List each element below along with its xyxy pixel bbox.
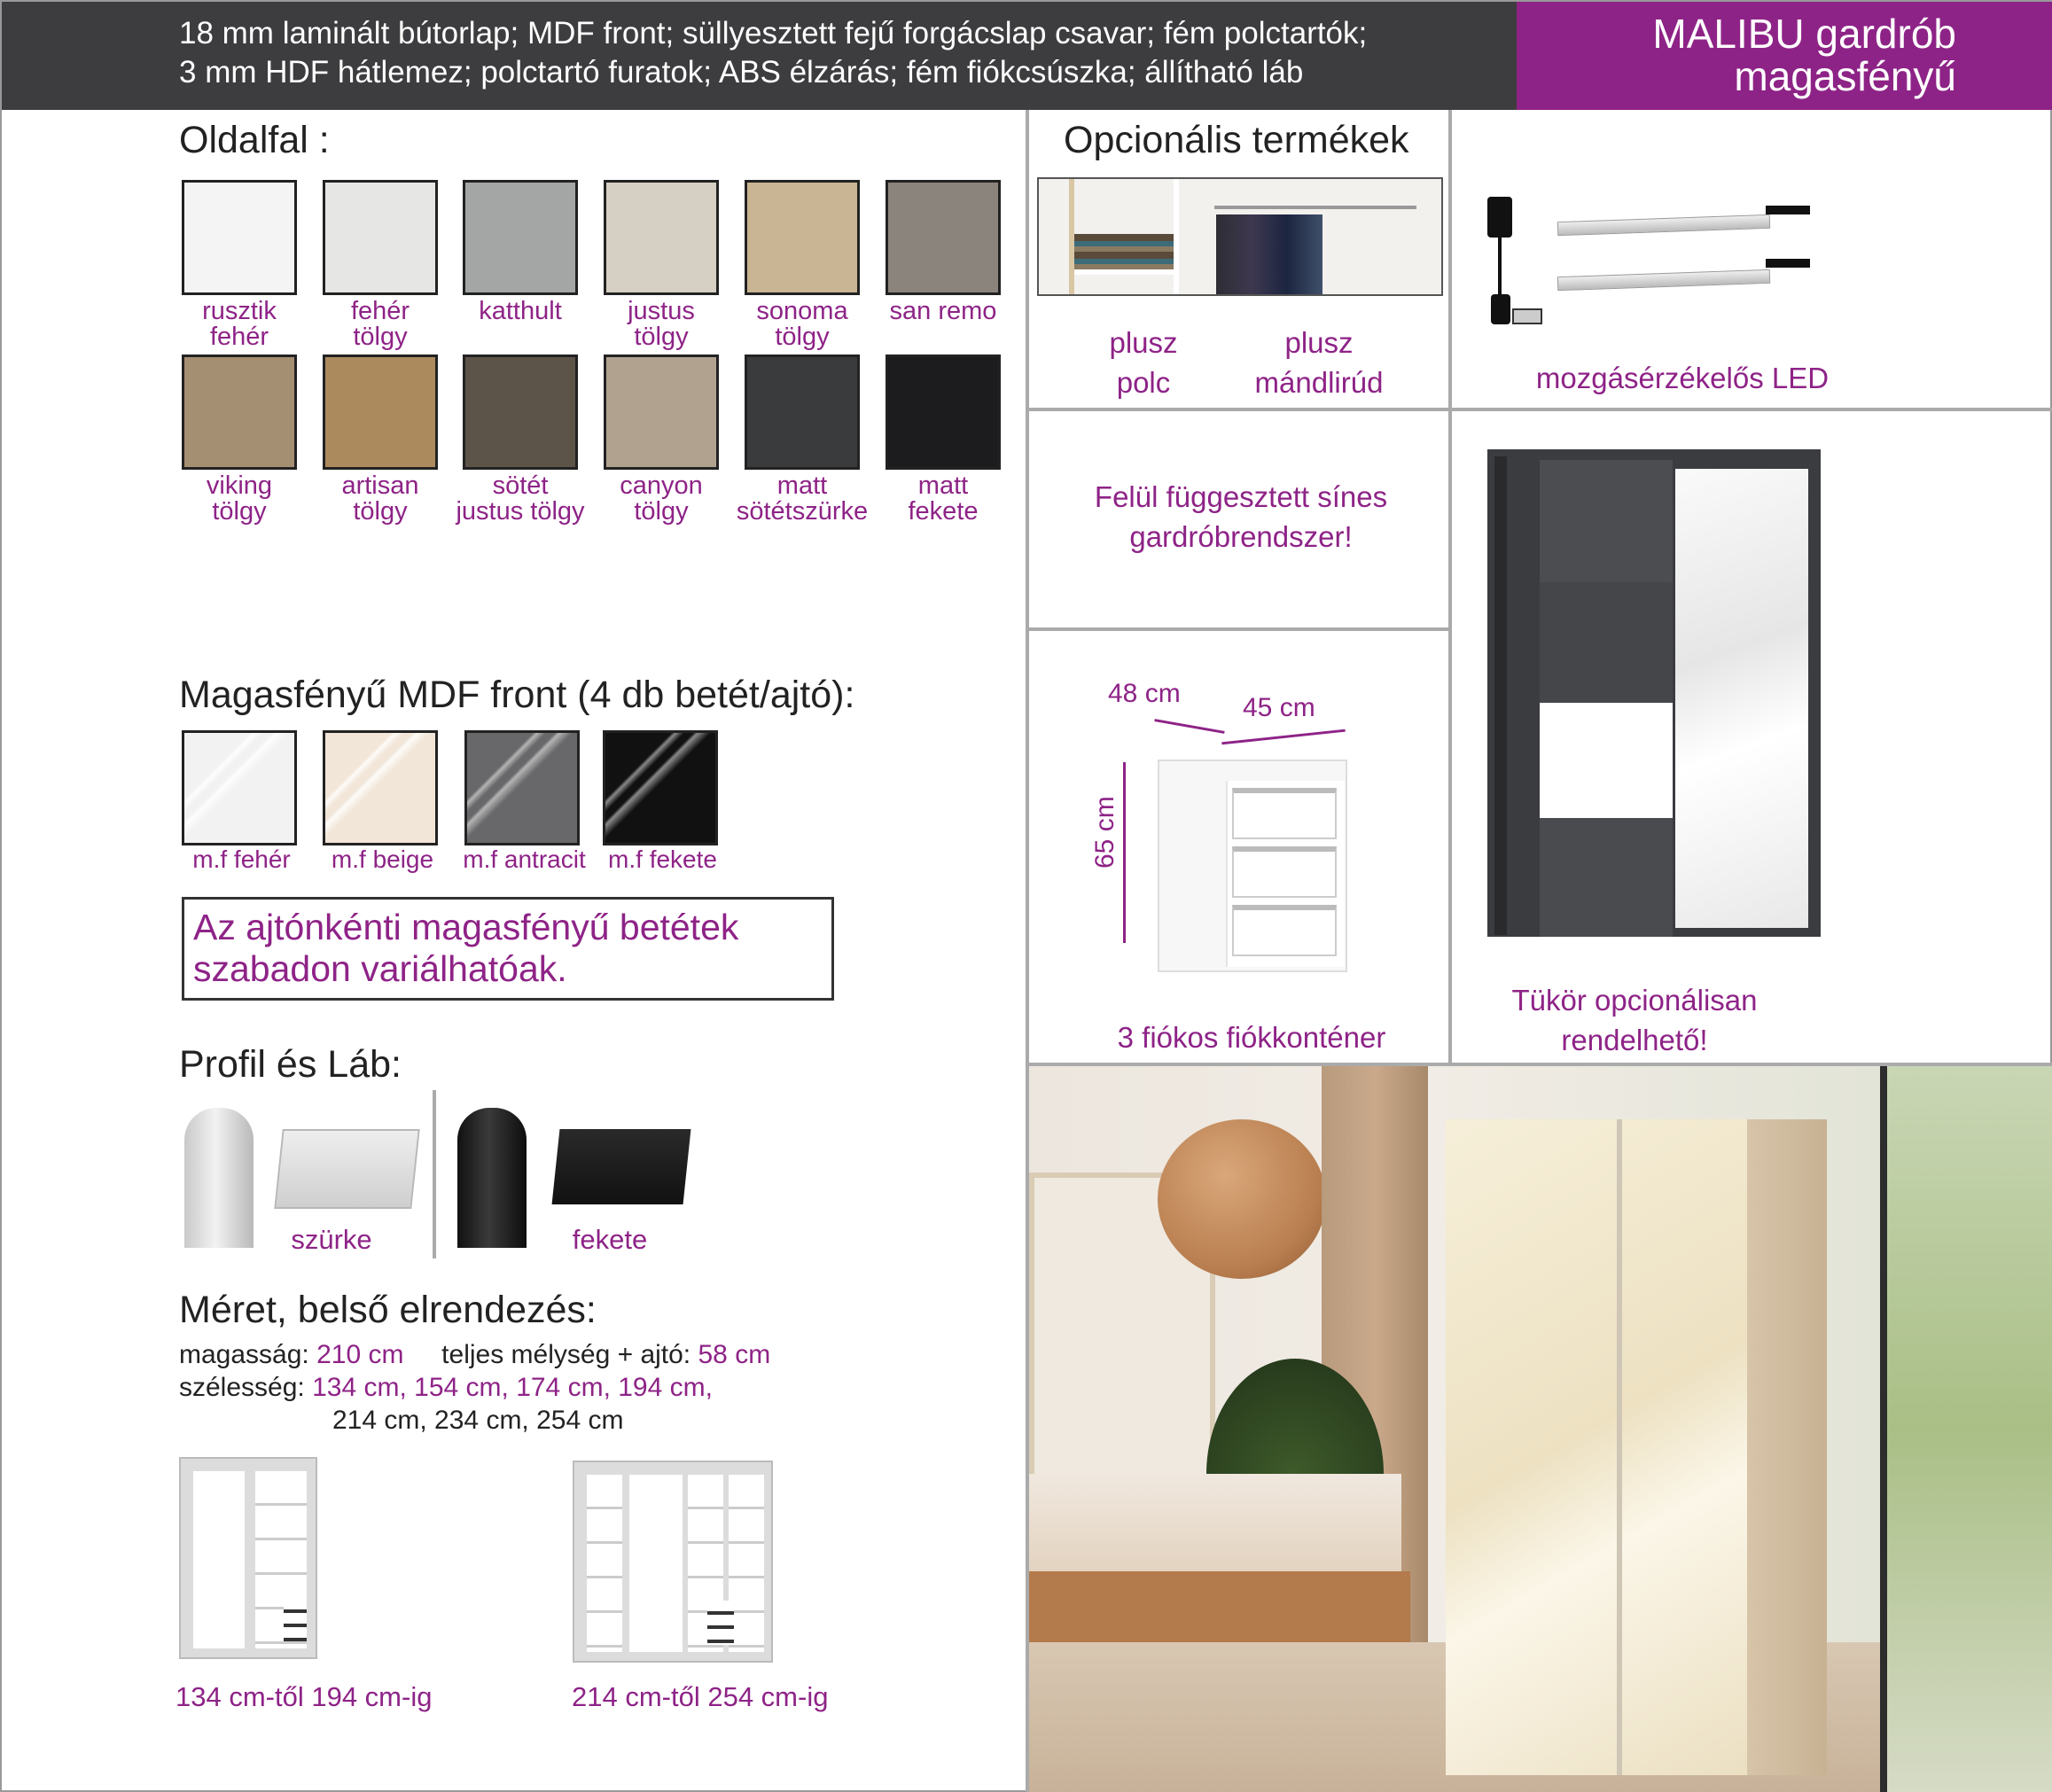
small-wardrobe-drawing	[179, 1457, 317, 1659]
swatch-label-line-1: fehér	[350, 297, 410, 325]
shelf-rod-photo	[1037, 177, 1443, 296]
oldalfal-swatch	[323, 355, 438, 470]
rail-text-line-2: gardróbrendszer!	[1129, 520, 1353, 553]
front-swatch	[603, 730, 718, 845]
oldalfal-swatch	[323, 180, 438, 295]
bedroom-photo	[1029, 1066, 2052, 1792]
oldalfal-swatch-label	[309, 473, 451, 525]
height-dimension: 65 cm	[1090, 796, 1120, 869]
swatch-label-line-2: tölgy	[353, 497, 408, 526]
divider	[433, 1090, 436, 1258]
dimension-line-depth	[1154, 719, 1224, 734]
oldalfal-swatch-label	[449, 473, 591, 525]
oldalfal-swatch	[886, 355, 1001, 470]
swatch-label-line-1: artisan	[341, 471, 419, 500]
swatch-label-line-2: tölgy	[353, 323, 408, 351]
front-swatch	[323, 730, 438, 845]
mirror-wardrobe-image	[1487, 449, 1821, 937]
height-value: 210 cm	[316, 1340, 404, 1369]
spec-line-1: 18 mm laminált bútorlap; MDF front; süllyesztett fejű forgácslap csavar; fém polctartók;	[179, 16, 1368, 51]
grey-label: szürke	[291, 1224, 372, 1255]
height-label: magasság:	[179, 1340, 309, 1369]
mirror-text-line-1: Tükör opcionálisan	[1511, 984, 1758, 1017]
swatch-label-line-1: rusztik	[202, 297, 277, 325]
oldalfal-heading: Oldalfal :	[179, 119, 330, 161]
large-wardrobe-caption: 214 cm-től 254 cm-ig	[572, 1681, 829, 1712]
led-kit-image	[1473, 188, 1828, 347]
width-dimension: 45 cm	[1243, 693, 1315, 722]
width-label: szélesség:	[179, 1373, 305, 1402]
profil-heading: Profil és Láb:	[179, 1043, 402, 1086]
rail-text	[1037, 477, 1445, 557]
product-title	[1517, 2, 2052, 110]
width-row	[179, 1371, 713, 1404]
swatch-label-line-1: sonoma	[756, 297, 848, 325]
front-swatch-label: m.f fekete	[608, 845, 717, 873]
swatch-label-line-1: matt	[776, 471, 828, 500]
oldalfal-swatch-label	[309, 299, 451, 350]
swatch-label-line-1: san remo	[889, 297, 997, 325]
front-swatch-label: m.f fehér	[192, 845, 291, 873]
swatch-label-line-1: matt	[917, 471, 969, 500]
swatch-label-line-2: tölgy	[634, 497, 689, 526]
swatch-label-line-1: katthult	[479, 297, 562, 325]
mirror-text-line-2: rendelhető!	[1561, 1024, 1708, 1056]
front-note-box	[182, 897, 834, 1001]
swatch-label-line-1: canyon	[620, 471, 703, 500]
swatch-label-line-2: tölgy	[212, 497, 267, 526]
meret-heading: Méret, belső elrendezés:	[179, 1289, 597, 1331]
oldalfal-swatch	[182, 180, 297, 295]
depth-dimension: 48 cm	[1108, 679, 1181, 708]
swatch-label-line-2: fekete	[908, 497, 979, 526]
rod-label	[1223, 323, 1415, 402]
swatch-label-line-2: tölgy	[775, 323, 830, 351]
shelf-label-1: plusz	[1109, 326, 1178, 359]
black-foot-image	[552, 1129, 691, 1204]
swatch-label-line-1: justus	[628, 297, 695, 325]
oldalfal-swatch	[745, 355, 860, 470]
divider	[1029, 408, 2052, 411]
drawer-container-image	[1158, 760, 1347, 972]
shelf-label-2: polc	[1116, 366, 1171, 399]
front-swatch	[464, 730, 580, 845]
drawer-caption: 3 fiókos fiókkonténer	[1117, 1021, 1386, 1054]
rail-text-line-1: Felül függesztett sínes	[1094, 480, 1388, 513]
shelf-label	[1081, 323, 1205, 402]
front-swatch-label: m.f antracit	[463, 845, 586, 873]
divider	[1448, 110, 1452, 1063]
oldalfal-swatch	[604, 180, 719, 295]
header-bar	[2, 2, 2052, 110]
oldalfal-swatch-label	[449, 299, 591, 324]
led-label: mozgásérzékelős LED	[1535, 362, 1830, 394]
dimension-line-width	[1221, 729, 1346, 745]
height-row	[179, 1338, 770, 1371]
oldalfal-swatch-label	[731, 299, 873, 350]
swatch-label-line-2: sötétszürke	[736, 497, 869, 526]
front-note-line-2: szabadon variálhatóak.	[193, 948, 567, 989]
black-label: fekete	[572, 1224, 648, 1255]
oldalfal-swatch	[745, 180, 860, 295]
swatch-label-line-2: fehér	[209, 323, 269, 351]
small-wardrobe-caption: 134 cm-től 194 cm-ig	[176, 1681, 433, 1712]
title-line-1: MALIBU gardrób	[1652, 11, 1956, 57]
spec-line-2: 3 mm HDF hátlemez; polctartó furatok; ABS élzárás; fém fiókcsúszka; állítható láb	[179, 55, 1304, 90]
oldalfal-swatch-label	[872, 473, 1014, 525]
title-line-2: magasfényű	[1734, 53, 1956, 99]
mirror-text	[1448, 980, 1821, 1060]
black-profile-image	[457, 1108, 527, 1248]
dimension-line-height	[1123, 762, 1126, 943]
oldalfal-swatch-label	[590, 299, 732, 350]
oldalfal-swatch	[604, 355, 719, 470]
front-swatch-label: m.f beige	[331, 845, 434, 873]
depth-value: 58 cm	[698, 1340, 771, 1369]
oldalfal-swatch-label	[168, 473, 310, 525]
front-heading: Magasfényű MDF front (4 db betét/ajtó):	[179, 674, 855, 716]
depth-label: teljes mélység + ajtó:	[441, 1340, 691, 1369]
spec-text	[179, 14, 1367, 92]
swatch-label-line-2: tölgy	[634, 323, 689, 351]
rod-label-2: mándlirúd	[1254, 366, 1384, 399]
oldalfal-swatch-label	[731, 473, 873, 525]
large-wardrobe-drawing	[573, 1461, 773, 1663]
oldalfal-swatch	[463, 355, 578, 470]
grey-foot-image	[274, 1129, 419, 1209]
oldalfal-swatch-label	[872, 299, 1014, 324]
grey-profile-image	[184, 1108, 254, 1248]
oldalfal-swatch-label	[590, 473, 732, 525]
width-values-2: 214 cm, 234 cm, 254 cm	[332, 1406, 624, 1435]
oldalfal-swatch	[182, 355, 297, 470]
swatch-label-line-1: viking	[206, 471, 273, 500]
optional-heading: Opcionális termékek	[1064, 119, 1409, 161]
width-values-1: 134 cm, 154 cm, 174 cm, 194 cm,	[312, 1373, 713, 1402]
front-note-line-1: Az ajtónkénti magasfényű betétek	[193, 907, 739, 947]
swatch-label-line-2: justus tölgy	[456, 497, 585, 526]
rod-label-1: plusz	[1284, 326, 1354, 359]
oldalfal-swatch	[886, 180, 1001, 295]
divider	[1029, 627, 1448, 631]
swatch-label-line-1: sötét	[492, 471, 549, 500]
front-swatch	[182, 730, 297, 845]
oldalfal-swatch	[463, 180, 578, 295]
oldalfal-swatch-label	[168, 299, 310, 350]
